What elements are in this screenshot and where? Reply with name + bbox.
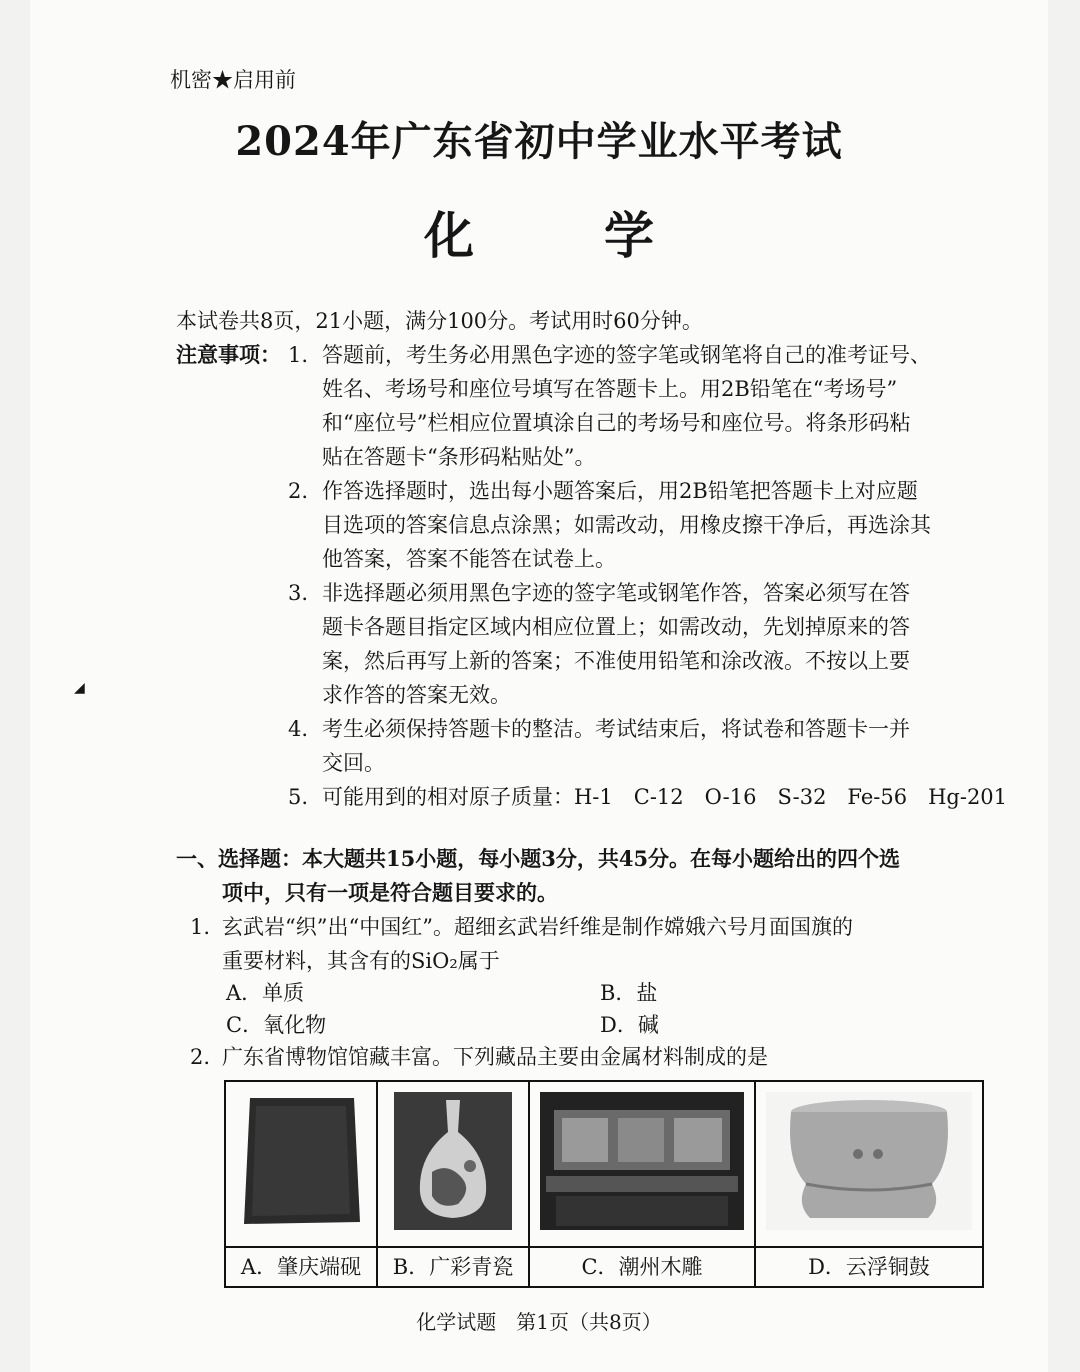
notice-line: 求作答的答案无效。 — [322, 683, 511, 707]
intro-text: 本试卷共8页，21小题，满分100分。考试用时60分钟。 — [176, 309, 703, 333]
bronze-drum-image — [766, 1092, 972, 1230]
notice-number: 1. — [288, 343, 309, 367]
artifact-cell-a — [226, 1082, 378, 1286]
option-b: B．盐 — [600, 981, 658, 1005]
notice-line: 目选项的答案信息点涂黑；如需改动，用橡皮擦干净后，再选涂其 — [322, 513, 931, 537]
option-c: C．氧化物 — [226, 1013, 327, 1037]
inkstone-image — [236, 1092, 366, 1230]
notice-line: 案，然后再写上新的答案；不准使用铅笔和涂改液。不按以上要 — [322, 649, 910, 673]
stray-mark: ◢ — [74, 680, 85, 696]
section-heading: 项中，只有一项是符合题目要求的。 — [222, 880, 558, 905]
page-footer: 化学试题 第1页（共8页） — [416, 1310, 662, 1334]
notice-line: 非选择题必须用黑色字迹的签字笔或钢笔作答，答案必须写在答 — [322, 581, 910, 605]
notice-line: 答题前，考生务必用黑色字迹的签字笔或钢笔将自己的准考证号、 — [322, 343, 931, 367]
confidential-label: 机密★启用前 — [170, 68, 296, 92]
option-d-caption: D．云浮铜鼓 — [756, 1246, 982, 1286]
question-text: 玄武岩“织”出“中国红”。超细玄武岩纤维是制作嫦娥六号月面国旗的 — [222, 915, 853, 939]
porcelain-vase-image — [388, 1092, 518, 1230]
exam-title: 2024年广东省初中学业水平考试 — [235, 118, 843, 165]
question-number: 1. — [190, 915, 211, 939]
question-number: 2. — [190, 1045, 211, 1069]
notice-label: 注意事项： — [176, 342, 281, 367]
notice-line: 他答案，答案不能答在试卷上。 — [322, 547, 616, 571]
artifact-cell-b — [378, 1082, 530, 1286]
notice-number: 5. — [288, 785, 309, 809]
question-text: 重要材料，其含有的SiO₂属于 — [222, 949, 500, 973]
notice-line: 可能用到的相对原子质量：H-1 C-12 O-16 S-32 Fe-56 Hg-201 — [322, 785, 1008, 809]
wood-carving-image — [540, 1092, 744, 1230]
option-a: A．单质 — [226, 981, 305, 1005]
option-d: D．碱 — [600, 1013, 659, 1037]
option-b-caption: B．广彩青瓷 — [378, 1246, 528, 1286]
notice-line: 作答选择题时，选出每小题答案后，用2B铅笔把答题卡上对应题 — [322, 479, 918, 503]
notice-line: 和“座位号”栏相应位置填涂自己的考场号和座位号。将条形码粘 — [322, 411, 911, 435]
artifact-cell-c — [530, 1082, 756, 1286]
notice-line: 交回。 — [322, 751, 385, 775]
option-c-caption: C．潮州木雕 — [530, 1246, 754, 1286]
notice-line: 贴在答题卡“条形码粘贴处”。 — [322, 445, 596, 469]
artifact-table — [224, 1080, 984, 1288]
subject-title: 化 学 — [424, 206, 694, 265]
artifact-cell-d — [756, 1082, 982, 1286]
notice-line: 题卡各题目指定区域内相应位置上；如需改动，先划掉原来的答 — [322, 615, 910, 639]
notice-line: 姓名、考场号和座位号填写在答题卡上。用2B铅笔在“考场号” — [322, 377, 898, 401]
notice-number: 3. — [288, 581, 309, 605]
option-a-caption: A．肇庆端砚 — [226, 1246, 376, 1286]
notice-number: 4. — [288, 717, 309, 741]
notice-line: 考生必须保持答题卡的整洁。考试结束后，将试卷和答题卡一并 — [322, 717, 910, 741]
section-heading: 一、选择题：本大题共15小题，每小题3分，共45分。在每小题给出的四个选 — [176, 846, 901, 871]
notice-number: 2. — [288, 479, 309, 503]
question-text: 广东省博物馆馆藏丰富。下列藏品主要由金属材料制成的是 — [222, 1045, 768, 1069]
exam-page — [30, 0, 1048, 1372]
